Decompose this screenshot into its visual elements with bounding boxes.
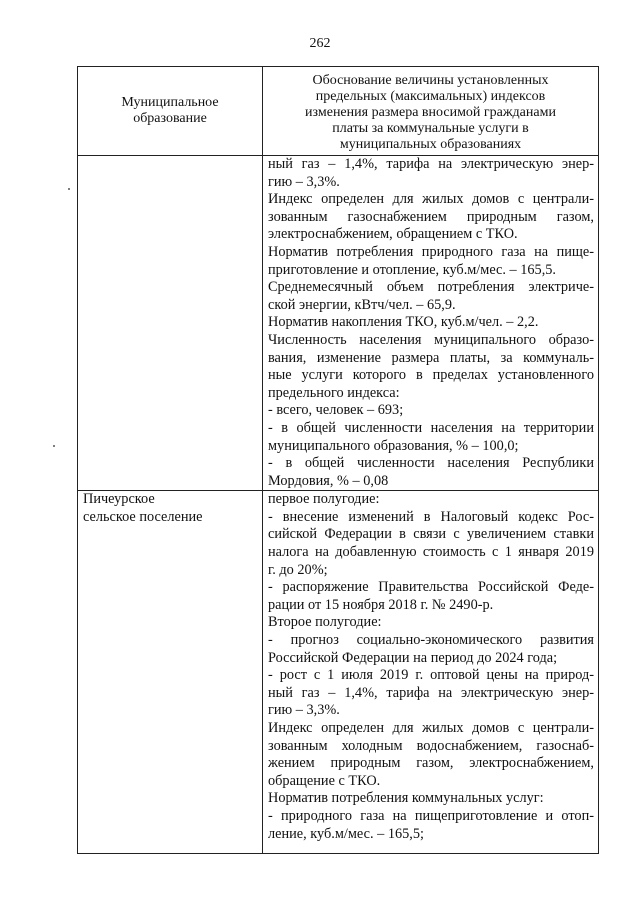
scan-speck: [53, 445, 55, 447]
header-line: образование: [133, 111, 207, 126]
text-line: Численность населения муниципального образо-: [268, 331, 594, 348]
text-line: Второе полугодие:: [268, 614, 382, 631]
table-row: [78, 491, 599, 854]
municipality-name-line: Пичеурское: [83, 491, 155, 508]
text-line: Среднемесячный объем потребления электриче-: [268, 279, 594, 296]
tariff-justification-table: [77, 66, 599, 854]
text-line: - прогноз социально-экономического развития: [268, 632, 594, 649]
header-justification: [263, 67, 599, 156]
text-line: предельного индекса:: [268, 384, 400, 401]
municipality-cell: [78, 491, 263, 854]
text-line: ление, куб.м/мес. – 165,5;: [268, 825, 424, 842]
text-line: электроснабжением, обращением с ТКО.: [268, 226, 518, 243]
text-line: ный газ – 1,4%, тарифа на электрическую энер-: [268, 684, 594, 701]
text-line: ные услуги которого в пределах установленного: [268, 367, 594, 384]
text-line: Мордовия, % – 0,08: [268, 472, 389, 489]
text-line: вания, изменение размера платы, за коммуналь-: [268, 349, 594, 366]
text-line: гию – 3,3%.: [268, 702, 340, 719]
table-row: [78, 156, 599, 491]
page-number: 262: [309, 36, 331, 51]
header-municipality: [78, 67, 263, 156]
text-line: ный газ – 1,4%, тарифа на электрическую энер-: [268, 156, 594, 172]
text-line: Индекс определен для жилых домов с централи-: [268, 720, 594, 736]
text-line: ской энергии, кВтч/чел. – 65,9.: [268, 296, 456, 313]
text-line: - в общей численности населения на территории: [268, 419, 594, 436]
text-line: Норматив накопления ТКО, куб.м/чел. – 2,2.: [268, 314, 539, 331]
text-line: - рост с 1 июля 2019 г. оптовой цены на природ-: [268, 667, 594, 684]
header-line: Муниципальное: [121, 95, 219, 110]
text-line: гию – 3,3%.: [268, 173, 340, 190]
table-header-row: [78, 67, 599, 156]
text-line: налога на добавленную стоимость с 1 января 2019: [268, 544, 594, 561]
scan-speck: [68, 188, 70, 190]
text-line: - внесение изменений в Налоговый кодекс Рос-: [268, 508, 594, 525]
text-line: зованным газоснабжением природным газом,: [268, 208, 594, 225]
text-line: - в общей численности населения Республики: [268, 455, 594, 472]
text-line: обращение с ТКО.: [268, 772, 381, 789]
text-line: зованным холодным водоснабжением, газоснаб-: [268, 737, 594, 754]
text-line: Норматив потребления природного газа на пище-: [268, 243, 594, 260]
text-line: Российской Федерации на период до 2024 года;: [268, 649, 558, 666]
justification-cell: [263, 156, 599, 491]
municipality-cell: [78, 156, 263, 491]
justification-cell: [263, 491, 599, 854]
text-line: Индекс определен для жилых домов с централи-: [268, 191, 594, 208]
text-line: первое полугодие:: [268, 491, 380, 508]
text-line: муниципального образования, % – 100,0;: [268, 437, 519, 454]
text-line: г. до 20%;: [268, 561, 328, 578]
text-line: - распоряжение Правительства Российской Феде-: [268, 579, 594, 596]
text-line: - всего, человек – 693;: [268, 402, 404, 419]
header-line: Обоснование величины установленных: [312, 73, 549, 88]
text-line: жением природным газом, электроснабжением,: [268, 755, 594, 772]
header-line: предельных (максимальных) индексов: [315, 89, 546, 104]
text-line: Норматив потребления коммунальных услуг:: [268, 790, 544, 807]
municipality-name-line: сельское поселение: [83, 508, 203, 525]
header-line: муниципальных образованиях: [339, 137, 522, 152]
header-line: платы за коммунальные услуги в: [332, 121, 529, 136]
text-line: сийской Федерации в связи с увеличением ставки: [268, 526, 594, 543]
header-line: изменения размера вносимой гражданами: [305, 105, 556, 120]
text-line: приготовление и отопление, куб.м/мес. – 165,5.: [268, 261, 556, 278]
text-line: - природного газа на пищеприготовление и отоп-: [268, 807, 594, 824]
text-line: рации от 15 ноября 2018 г. № 2490-р.: [268, 596, 494, 613]
